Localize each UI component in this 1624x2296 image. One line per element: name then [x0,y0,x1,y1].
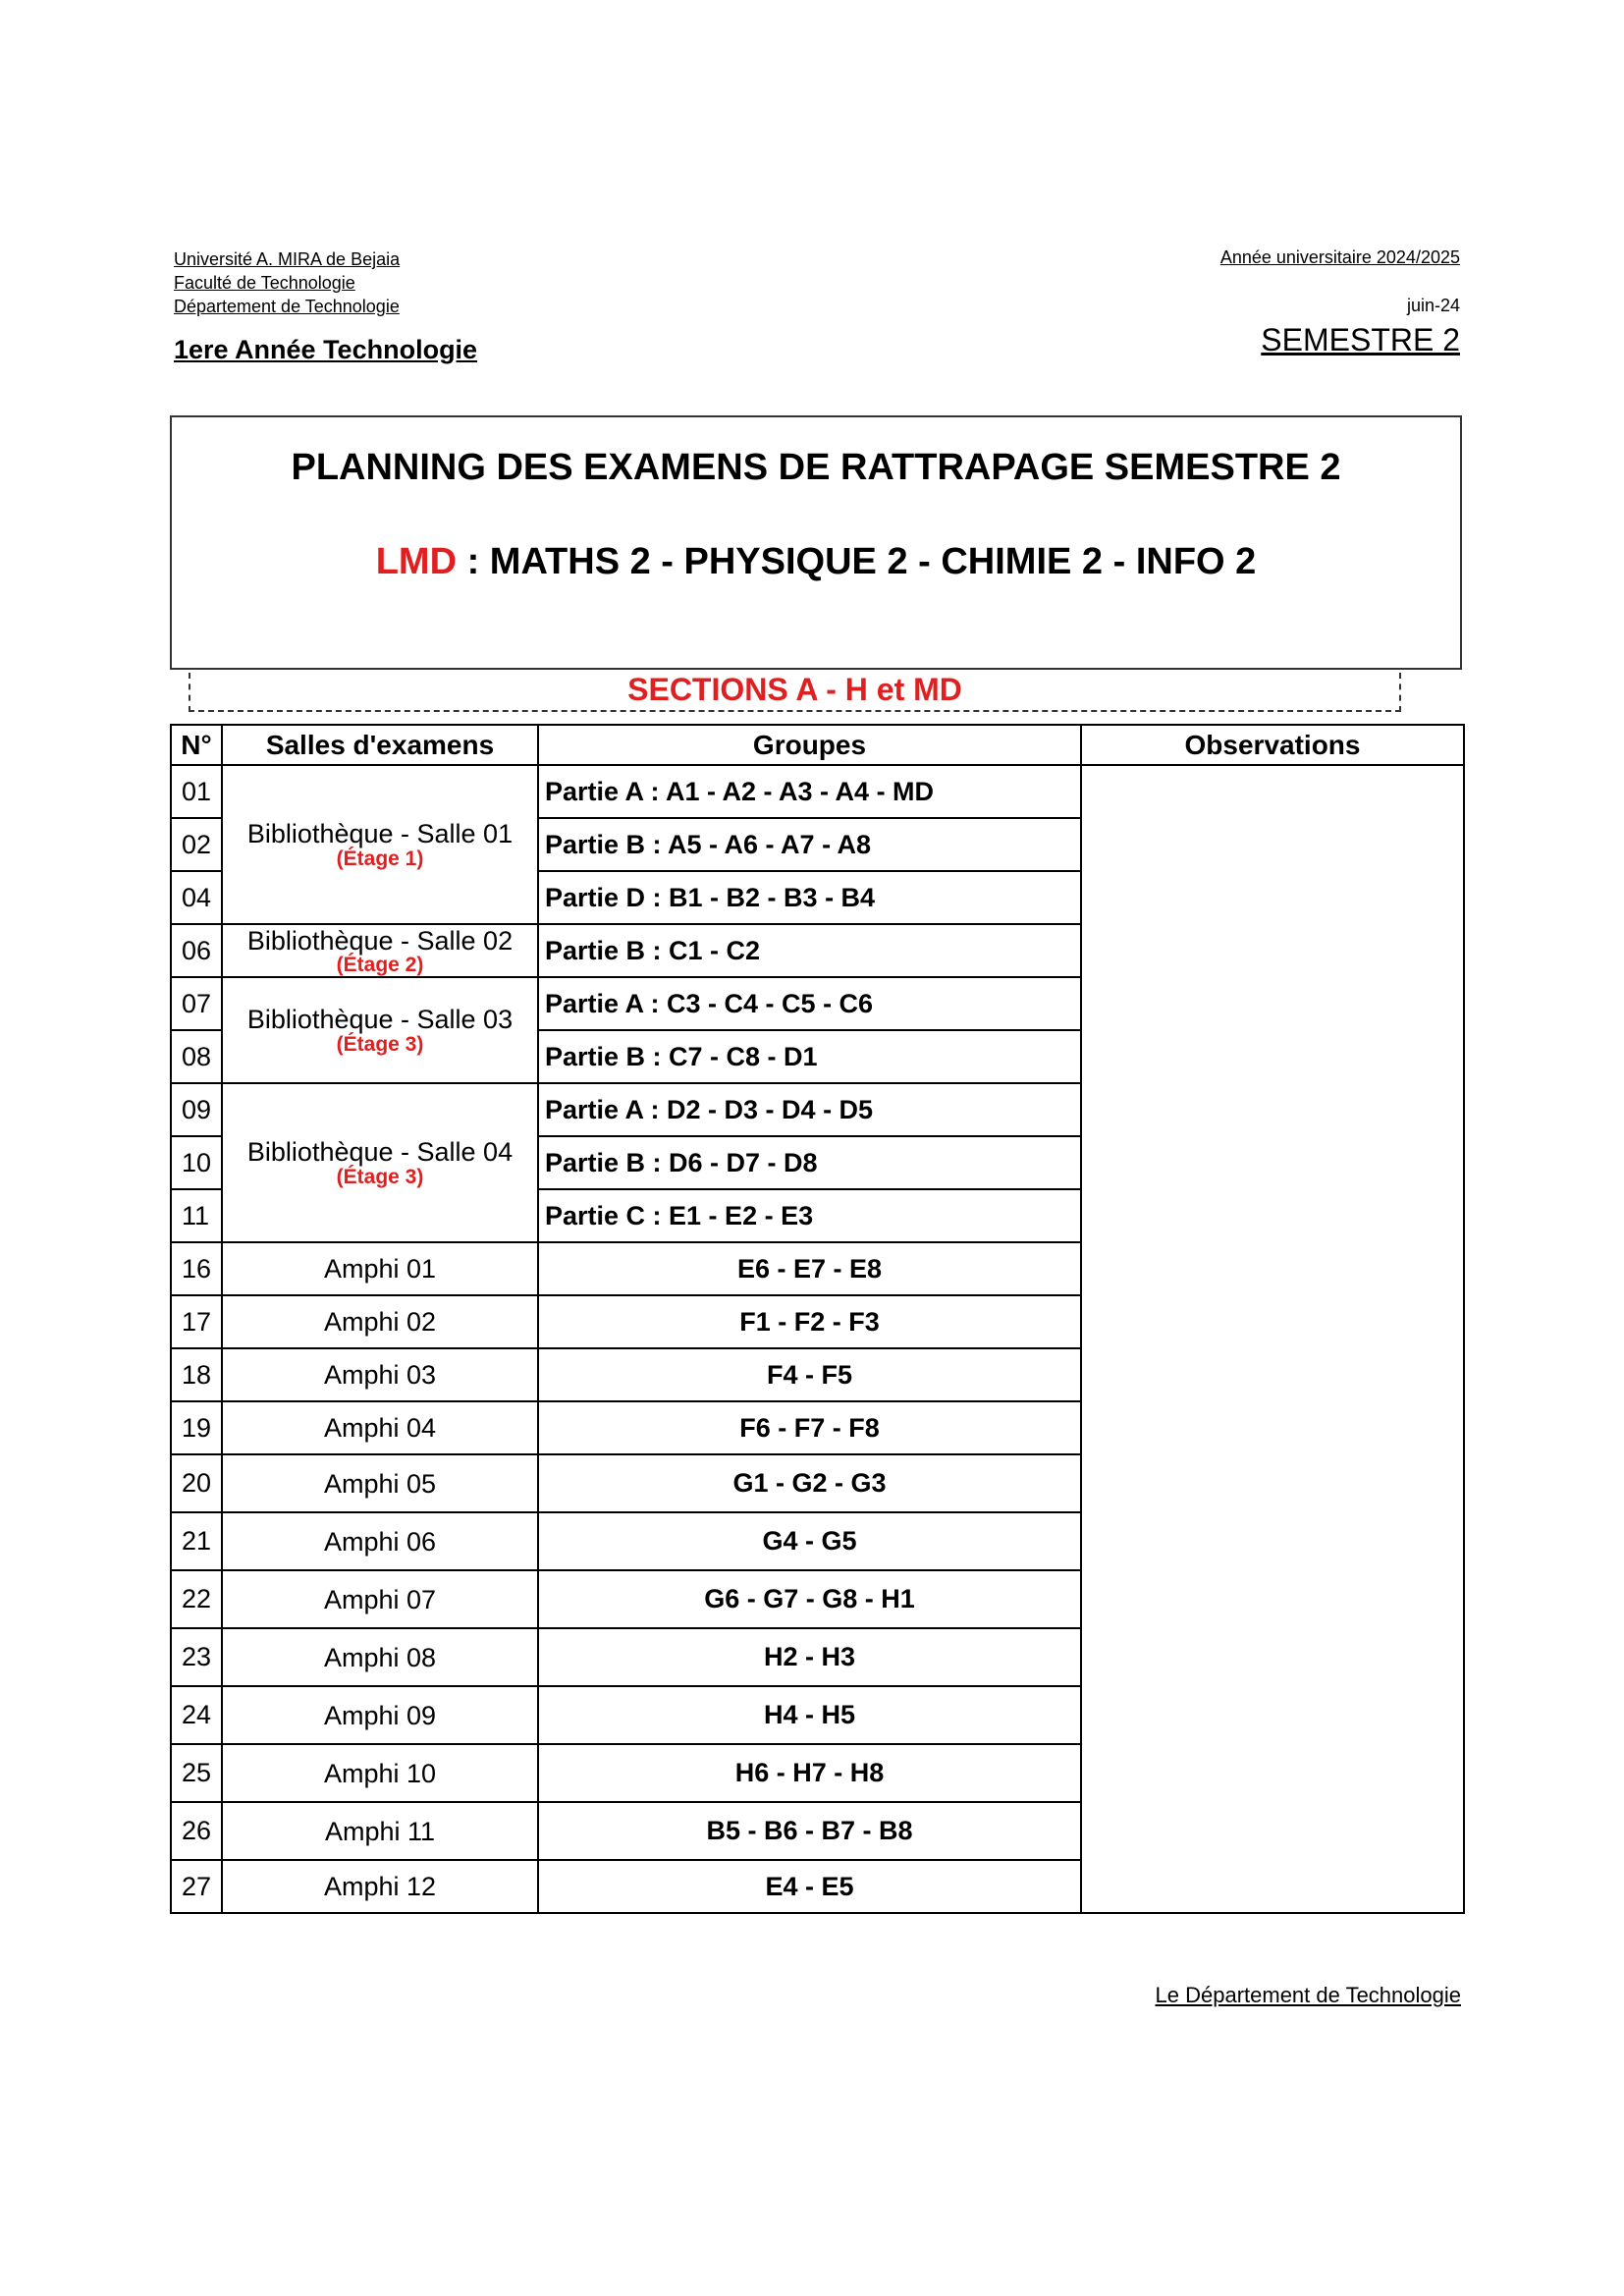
salle-cell: Amphi 10 [222,1744,538,1802]
groupes-cell: H2 - H3 [538,1628,1081,1686]
title-box [170,415,1462,670]
page-title: PLANNING DES EXAMENS DE RATTRAPAGE SEMESTRE 2 [291,447,1341,488]
salle-cell [222,765,538,924]
groupes-cell: Partie B : C7 - C8 - D1 [538,1030,1081,1083]
salle-cell: Amphi 12 [222,1860,538,1913]
row-num: 19 [171,1401,222,1454]
row-num: 16 [171,1242,222,1295]
salle-name: Bibliothèque - Salle 04 [246,1137,514,1167]
lmd-prefix: LMD [375,541,458,582]
exam-table [170,724,1465,1914]
groupes-cell: Partie A : C3 - C4 - C5 - C6 [538,977,1081,1030]
groupes-cell: B5 - B6 - B7 - B8 [538,1802,1081,1860]
row-num: 27 [171,1860,222,1913]
salle-cell: Amphi 08 [222,1628,538,1686]
sections-label: SECTIONS A - H et MD [627,672,962,707]
groupes-cell: H4 - H5 [538,1686,1081,1744]
university-name: Université A. MIRA de Bejaia [174,249,401,269]
groupes-cell: Partie B : D6 - D7 - D8 [538,1136,1081,1189]
salle-cell: Amphi 05 [222,1454,538,1512]
faculty-name: Faculté de Technologie [174,273,355,293]
semester-label: SEMESTRE 2 [1261,322,1460,357]
groupes-cell: F4 - F5 [538,1348,1081,1401]
salle-name: Bibliothèque - Salle 03 [246,1005,514,1034]
salle-cell: Amphi 01 [222,1242,538,1295]
academic-year: Année universitaire 2024/2025 [1219,247,1460,267]
salle-cell: Amphi 07 [222,1570,538,1628]
header-observations: Observations [1081,725,1464,765]
salle-cell: Amphi 02 [222,1295,538,1348]
department-name: Département de Technologie [174,297,400,316]
salle-cell: Amphi 06 [222,1512,538,1570]
salle-floor: (Étage 3) [336,1033,424,1056]
salle-cell [222,924,538,977]
salle-cell: Amphi 11 [222,1802,538,1860]
row-num: 17 [171,1295,222,1348]
header-num: N° [171,725,222,765]
subtitle [172,541,1460,583]
salle-cell: Amphi 09 [222,1686,538,1744]
salle-cell: Amphi 04 [222,1401,538,1454]
salle-floor: (Étage 2) [336,954,424,976]
table-header-row [171,725,1464,765]
row-num: 04 [171,871,222,924]
salle-floor: (Étage 1) [336,847,424,870]
footer-signature: Le Département de Technologie [1155,1983,1461,2007]
groupes-cell: G1 - G2 - G3 [538,1454,1081,1512]
row-num: 26 [171,1802,222,1860]
groupes-cell: Partie A : A1 - A2 - A3 - A4 - MD [538,765,1081,818]
groupes-cell: F1 - F2 - F3 [538,1295,1081,1348]
table-row [171,765,1464,818]
sections-banner [189,673,1401,712]
salle-floor: (Étage 3) [336,1166,424,1188]
groupes-cell: E6 - E7 - E8 [538,1242,1081,1295]
groupes-cell: Partie D : B1 - B2 - B3 - B4 [538,871,1081,924]
document-date: juin-24 [1406,296,1460,315]
subjects-list: : MATHS 2 - PHYSIQUE 2 - CHIMIE 2 - INFO 2 [457,541,1257,582]
study-level: 1ere Année Technologie [174,335,478,364]
row-num: 10 [171,1136,222,1189]
row-num: 23 [171,1628,222,1686]
groupes-cell: Partie C : E1 - E2 - E3 [538,1189,1081,1242]
groupes-cell: G6 - G7 - G8 - H1 [538,1570,1081,1628]
row-num: 07 [171,977,222,1030]
groupes-cell: Partie B : A5 - A6 - A7 - A8 [538,818,1081,871]
row-num: 21 [171,1512,222,1570]
groupes-cell: H6 - H7 - H8 [538,1744,1081,1802]
row-num: 08 [171,1030,222,1083]
row-num: 06 [171,924,222,977]
groupes-cell: Partie A : D2 - D3 - D4 - D5 [538,1083,1081,1136]
header-salle: Salles d'examens [222,725,538,765]
salle-name: Bibliothèque - Salle 02 [246,926,514,956]
row-num: 11 [171,1189,222,1242]
header-groupes: Groupes [538,725,1081,765]
row-num: 24 [171,1686,222,1744]
row-num: 25 [171,1744,222,1802]
salle-name: Bibliothèque - Salle 01 [246,819,514,848]
groupes-cell: F6 - F7 - F8 [538,1401,1081,1454]
row-num: 20 [171,1454,222,1512]
row-num: 18 [171,1348,222,1401]
salle-cell: Amphi 03 [222,1348,538,1401]
groupes-cell: E4 - E5 [538,1860,1081,1913]
observations-cell [1081,765,1464,1913]
salle-cell [222,977,538,1083]
groupes-cell: Partie B : C1 - C2 [538,924,1081,977]
salle-cell [222,1083,538,1242]
row-num: 09 [171,1083,222,1136]
row-num: 22 [171,1570,222,1628]
row-num: 02 [171,818,222,871]
row-num: 01 [171,765,222,818]
groupes-cell: G4 - G5 [538,1512,1081,1570]
